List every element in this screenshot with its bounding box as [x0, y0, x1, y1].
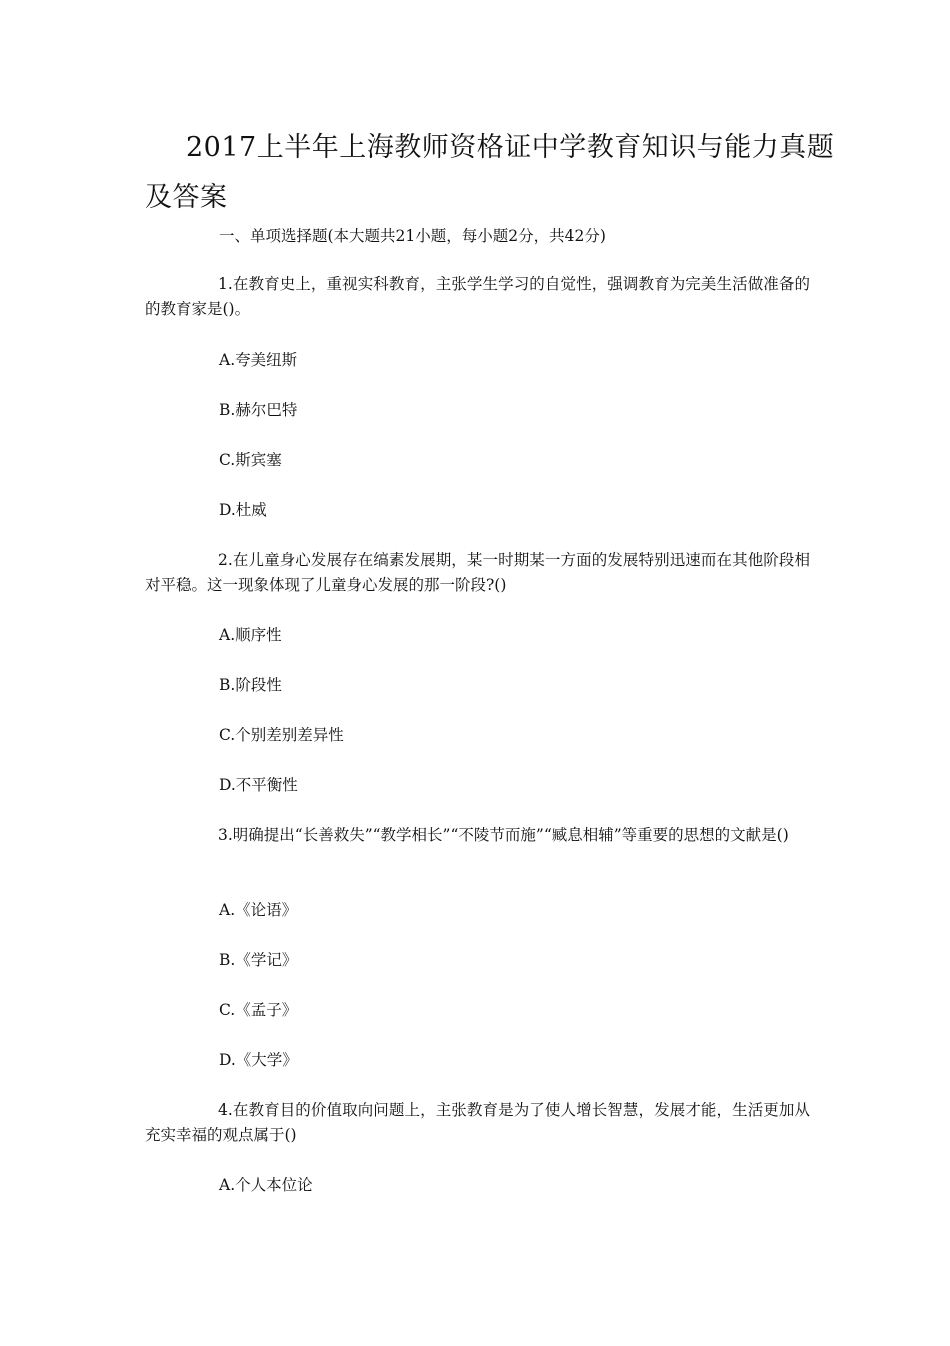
question-4-option-a: A.个人本位论	[219, 1176, 313, 1194]
document-title-line-2: 及答案	[145, 182, 228, 213]
question-2-option-c: C.个别差别差异性	[219, 726, 344, 744]
question-1-option-a: A.夸美纽斯	[219, 351, 298, 369]
question-1-stem: 1.在教育史上，重视实科教育，主张学生学习的自觉性，强调教育为完美生活做准备的的教育家是()。	[145, 275, 810, 318]
question-3-option-a: A.《论语》	[219, 901, 298, 919]
question-3-stem: 3.明确提出“长善救失”“教学相长”“不陵节而施”“臧息相辅”等重要的思想的文献是()	[218, 826, 789, 844]
question-4-stem: 4.在教育目的价值取向问题上，主张教育是为了使人增长智慧，发展才能，生活更加从充实幸福的观点属于()	[145, 1101, 810, 1144]
question-2-option-a: A.顺序性	[219, 626, 282, 644]
question-1-option-c: C.斯宾塞	[219, 451, 282, 469]
question-1-option-b: B.赫尔巴特	[219, 401, 298, 419]
question-2-option-b: B.阶段性	[219, 676, 282, 694]
section-heading: 一、单项选择题(本大题共21小题，每小题2分，共42分)	[219, 227, 606, 245]
question-2-option-d: D.不平衡性	[219, 776, 298, 794]
question-3-option-c: C.《孟子》	[219, 1001, 298, 1019]
document-title-line-1: 2017上半年上海教师资格证中学教育知识与能力真题	[186, 132, 835, 163]
question-2-stem: 2.在儿童身心发展存在缟素发展期，某一时期某一方面的发展特别迅速而在其他阶段相对平稳。这一现象体现了儿童身心发展的那一阶段?()	[145, 551, 810, 594]
question-3-option-d: D.《大学》	[219, 1051, 298, 1069]
question-1-option-d: D.杜威	[219, 501, 267, 519]
question-3-option-b: B.《学记》	[219, 951, 298, 969]
